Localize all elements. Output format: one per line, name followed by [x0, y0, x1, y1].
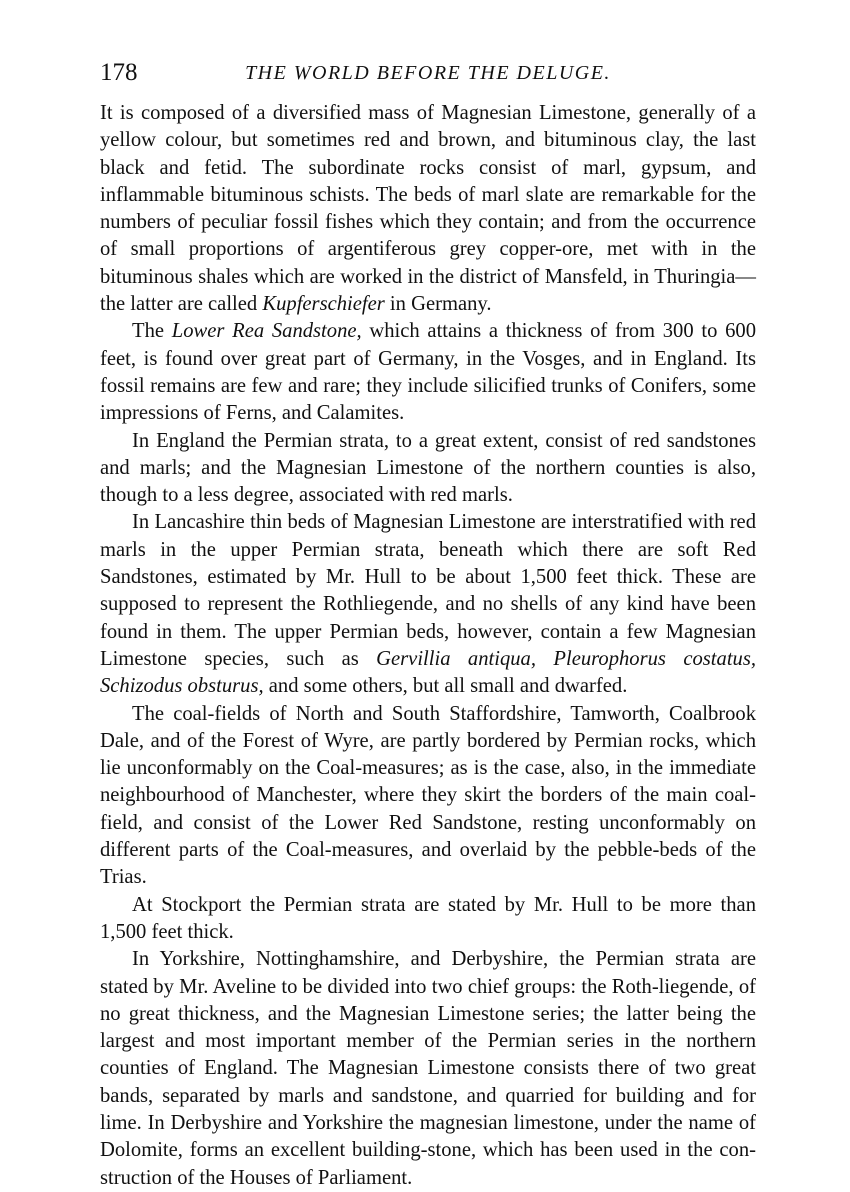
paragraph-text: in Germany. — [384, 293, 492, 316]
italic-term: Lower Rea Sandstone, — [171, 320, 362, 343]
running-title: THE WORLD BEFORE THE DELUGE. — [245, 62, 611, 84]
paragraph-text: It is composed of a diversified mass of Magnesian Limestone, generally of a yellow colour, but sometimes red and brown, and bituminous clay, the last black and fetid. The subordinate rocks consist of marl, gypsum, and inflammable bituminous schists. The beds of marl slate are remarkable for the numbers of peculiar fossil fishes which they contain; and from the occurrence of small proportions of argentiferous grey copper-ore, met with in the bituminous shales which are worked in the district of Mansfeld, in Thuringia—the latter are called — [100, 102, 756, 316]
body-text — [100, 100, 756, 1192]
paragraph-text: which attains a thickness of from 300 to 600 feet, is found over great part of Germany, in the Vosges, and in England. Its fossil remains are few and rare; they include silicified trunks of Conifers, some impressions of Ferns, and Calamites. — [100, 320, 756, 425]
italic-term: Kupferschiefer — [262, 293, 385, 316]
paragraph-text: In Lancashire thin beds of Magnesian Limestone are interstratified with red marls in the upper Permian strata, beneath which there are soft Red Sandstones, estimated by Mr. Hull to be about 1,500 feet thick. These are supposed to represent the Rothliegende, and no shells of any kind have been found in them. The upper Permian beds, however, contain a few Magnesian Limestone species, such as — [100, 511, 756, 670]
paragraph: In Yorkshire, Nottinghamshire, and Derbyshire, the Permian strata are stated by Mr. Aveline to be divided into two chief groups: the Roth-liegende, of no great thickness, and the Magnesian Limestone series; the latter being the largest and most important member of the Permian series in the northern counties of England. The Magnesian Limestone consists there of two great bands, separated by marls and sandstone, and quarried for building and for lime. In Derbyshire and Yorkshire the magnesian limestone, under the name of Dolomite, forms an excellent building-stone, which has been used in the construction of the Houses of Parliament. — [100, 948, 756, 1189]
paragraph: At Stockport the Permian strata are stated by Mr. Hull to be more than 1,500 feet thick. — [100, 893, 756, 943]
page-number: 178 — [100, 59, 138, 86]
paragraph — [100, 100, 756, 318]
paragraph — [100, 318, 756, 427]
paragraph-text: and some others, but all small and dwarfed. — [263, 675, 628, 698]
paragraph: In England the Permian strata, to a great extent, consist of red sandstones and marls; and the Magnesian Limestone of the northern counties is also, though to a less degree, associated with red marls. — [100, 429, 756, 507]
paragraph — [100, 509, 756, 700]
paragraph: The coal-fields of North and South Staffordshire, Tamworth, Coalbrook Dale, and of the Forest of Wyre, are partly bordered by Permian rocks, which lie unconformably on the Coal-measures; as is the case, also, in the immediate neighbourhood of Manchester, where they skirt the borders of the main coal-field, and consist of the Lower Red Sandstone, resting unconformably on different parts of the Coal-measures, and overlaid by the pebble-beds of the Trias. — [100, 702, 756, 889]
page-header — [100, 56, 756, 90]
species-names: Gervillia antiqua, Pleurophorus costatus, Schizodus obsturus, — [100, 647, 757, 698]
paragraph-text: The — [132, 320, 172, 343]
